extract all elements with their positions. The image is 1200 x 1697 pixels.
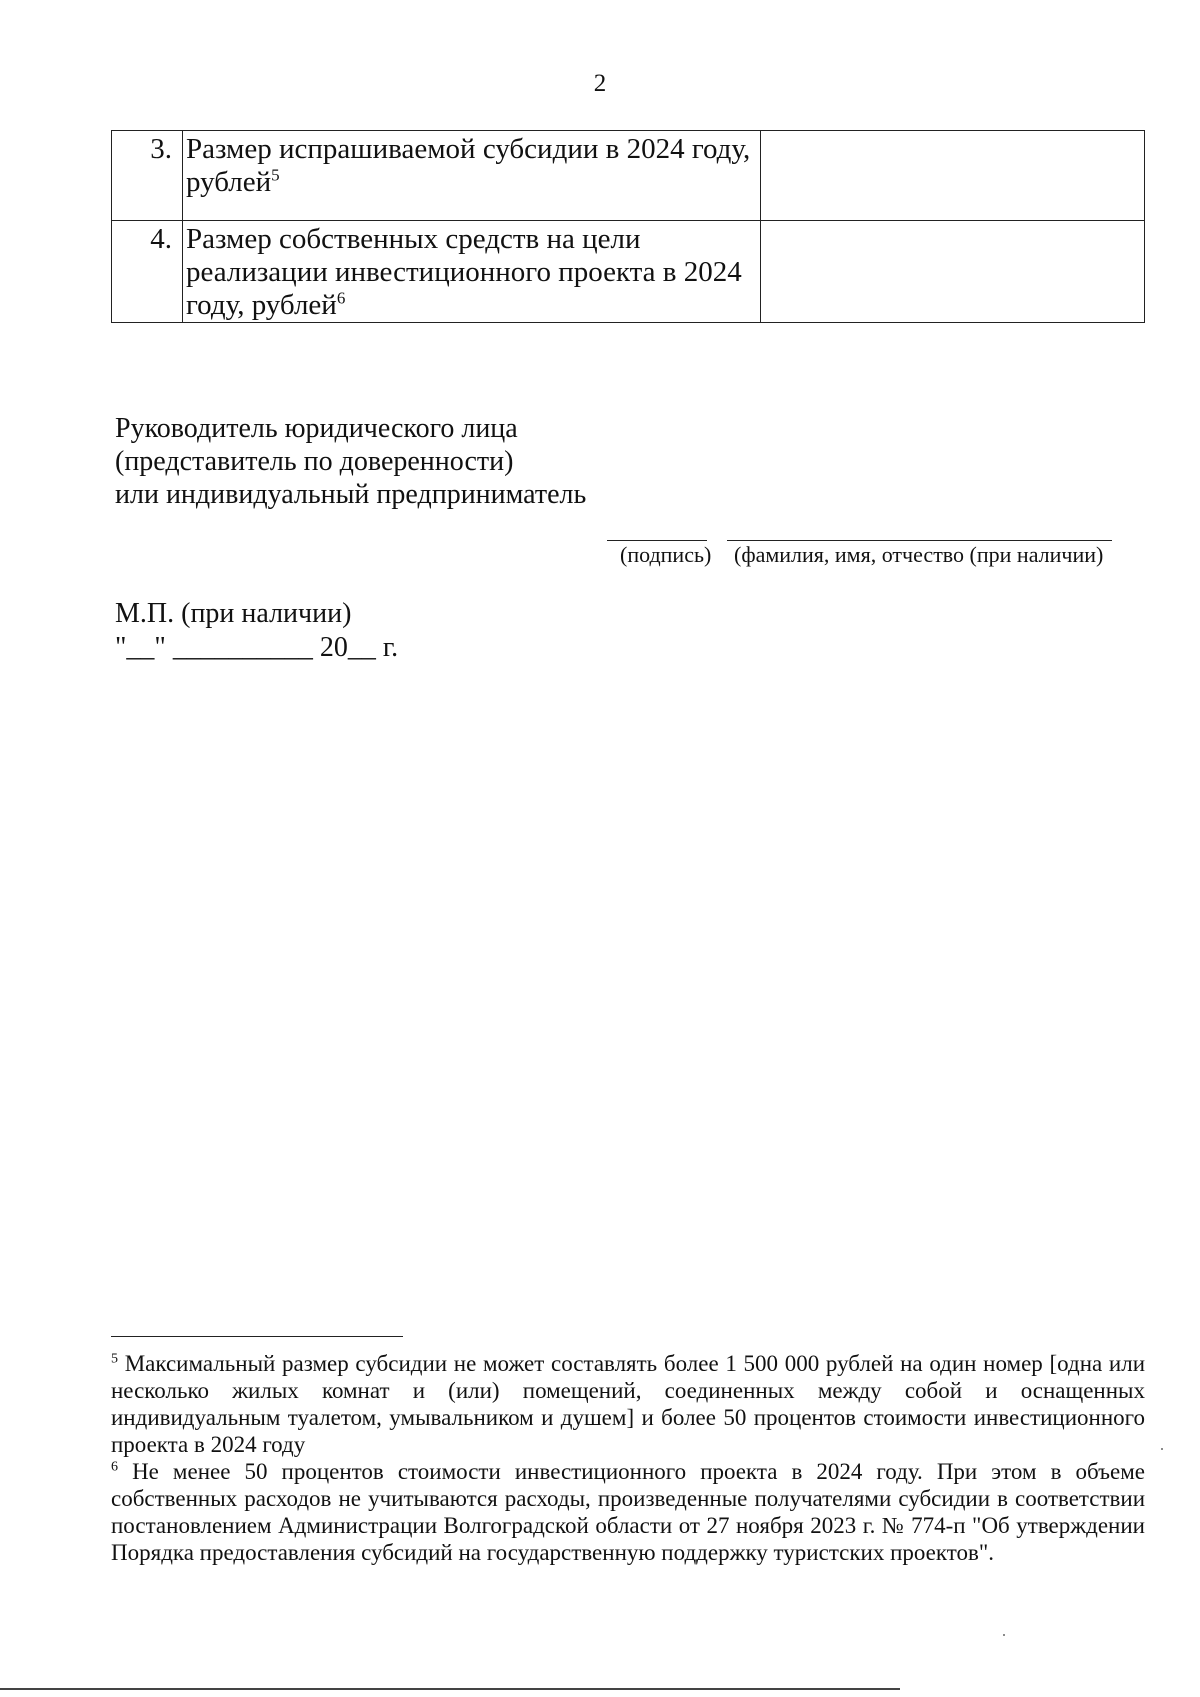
- stamp-block: [115, 597, 398, 665]
- signatory-line: Руководитель юридического лица: [115, 413, 518, 444]
- footnote-separator: [111, 1336, 403, 1337]
- name-line: [727, 540, 1112, 541]
- row-number: 3.: [112, 131, 183, 221]
- stamp-label: М.П. (при наличии): [115, 598, 352, 629]
- footnote-text: Не менее 50 процентов стоимости инвестиционного проекта в 2024 году. При этом в объеме собственных расходов не учитываются расходы, произведенные получателями субсидии в соответствии постановлением Администрации Волгоградской области от 27 ноября 2023 г. № 774-п "Об утверждении Порядка предоставления субсидий на государственную поддержку туристских проектов".: [111, 1459, 1145, 1565]
- row-label: Размер испрашиваемой субсидии в 2024 году, рублей: [186, 133, 751, 198]
- footnotes: [111, 1350, 1145, 1566]
- row-value: [761, 131, 1145, 221]
- subsidy-table: [111, 130, 1145, 323]
- scan-speck: [1161, 1448, 1163, 1450]
- signature-caption: (подпись): [620, 542, 712, 567]
- footnote-item: [111, 1458, 1145, 1566]
- signatory-line: или индивидуальный предприниматель: [115, 479, 587, 510]
- signature-line: [607, 540, 707, 541]
- row-value: [761, 221, 1145, 323]
- footnote-text: Максимальный размер субсидии не может составлять более 1 500 000 рублей на один номер [одна или несколько жилых комнат и (или) помещений, соединенных между собой и оснащенных индивидуальным туалетом, умывальником и душем] и более 50 процентов стоимости инвестиционного проекта в 2024 году: [111, 1351, 1145, 1457]
- name-caption: (фамилия, имя, отчество (при наличии): [734, 542, 1104, 567]
- footnote-ref: 6: [336, 288, 346, 308]
- footnote-number: 5: [111, 1351, 118, 1367]
- scan-speck: [1003, 1634, 1005, 1636]
- table-row: [112, 221, 1145, 323]
- table-row: [112, 131, 1145, 221]
- page-number: 2: [593, 70, 607, 97]
- row-label-cell: [183, 221, 761, 323]
- footnote-number: 6: [111, 1459, 118, 1475]
- signatory-title: [115, 412, 586, 511]
- date-line: "__" __________ 20__ г.: [115, 632, 399, 663]
- row-number: 4.: [112, 221, 183, 323]
- row-label-cell: [183, 131, 761, 221]
- footnote-ref: 5: [271, 165, 280, 185]
- bottom-edge-rule: [0, 1688, 900, 1690]
- row-label: Размер собственных средств на цели реализации инвестиционного проекта в 2024 году, рублей: [186, 223, 742, 321]
- signatory-line: (представитель по доверенности): [115, 446, 514, 477]
- footnote-item: [111, 1350, 1145, 1458]
